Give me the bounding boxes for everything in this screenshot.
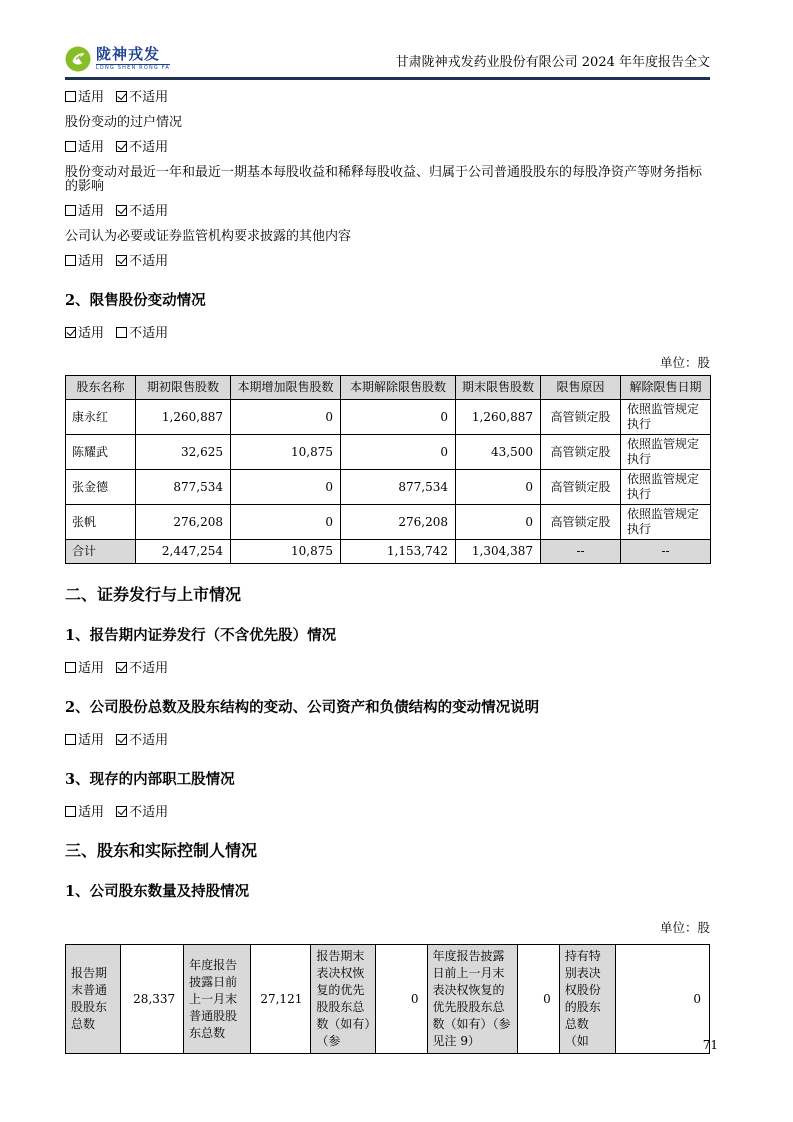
checkbox-label: 适用 xyxy=(78,254,105,269)
applicability-line xyxy=(65,734,710,748)
table-cell: 高管锁定股 xyxy=(541,505,621,540)
table-cell: 0 xyxy=(231,400,341,435)
checkbox-label: 不适用 xyxy=(129,140,169,155)
table-cell: 0 xyxy=(517,945,559,1054)
page-number: 71 xyxy=(702,1038,718,1052)
checkbox-label: 不适用 xyxy=(129,733,169,748)
table-cell: 276,208 xyxy=(136,505,231,540)
page-header xyxy=(65,46,710,80)
table-cell: 1,260,887 xyxy=(456,400,541,435)
table-cell: 康永红 xyxy=(66,400,136,435)
table-row xyxy=(66,400,711,435)
heading-securities-issuance: 1、报告期内证券发行（不含优先股）情况 xyxy=(65,627,337,644)
applicability-line xyxy=(65,255,710,269)
applicability-line xyxy=(65,205,710,219)
table-cell: 高管锁定股 xyxy=(541,400,621,435)
table-cell: 依照监管规定执行 xyxy=(621,505,711,540)
table-cell: 27,121 xyxy=(251,945,311,1054)
checkbox-checked-icon xyxy=(65,327,76,338)
not-applicable-option xyxy=(116,805,168,820)
company-logo xyxy=(65,46,170,72)
applicable-option xyxy=(65,805,104,820)
table-cell: 依照监管规定执行 xyxy=(621,400,711,435)
table-cell: 0 xyxy=(376,945,427,1054)
table-cell: 877,534 xyxy=(136,470,231,505)
table-row xyxy=(66,945,710,1054)
restricted-shares-table xyxy=(65,375,711,564)
table-cell: 0 xyxy=(341,400,456,435)
table-cell: 高管锁定股 xyxy=(541,435,621,470)
applicable-option xyxy=(65,326,104,341)
table-cell: 合计 xyxy=(66,540,136,564)
checkbox-checked-icon xyxy=(116,141,127,152)
table-cell: 依照监管规定执行 xyxy=(621,470,711,505)
applicable-option xyxy=(65,90,104,105)
table-row xyxy=(66,505,711,540)
company-logo-icon xyxy=(65,46,91,72)
table-cell: 张金德 xyxy=(66,470,136,505)
checkbox-unchecked-icon xyxy=(65,806,76,817)
table-cell: 报告期末普通股股东总数 xyxy=(66,945,121,1054)
doc-title: 甘肃陇神戎发药业股份有限公司 2024 年年度报告全文 xyxy=(395,55,710,70)
checkbox-label: 适用 xyxy=(78,661,105,676)
checkbox-checked-icon xyxy=(116,91,127,102)
table-cell: 32,625 xyxy=(136,435,231,470)
heading-securities-issuance-listing: 二、证券发行与上市情况 xyxy=(65,585,242,604)
checkbox-label: 适用 xyxy=(78,140,105,155)
checkbox-checked-icon xyxy=(116,205,127,216)
table-cell: 报告期末表决权恢复的优先股股东总数（如有）（参 xyxy=(311,945,376,1054)
table-cell: 10,875 xyxy=(231,540,341,564)
checkbox-label: 不适用 xyxy=(129,254,169,269)
column-header: 本期解除限售股数 xyxy=(341,376,456,400)
table-cell: 0 xyxy=(341,435,456,470)
table-cell: 1,304,387 xyxy=(456,540,541,564)
table-cell: 276,208 xyxy=(341,505,456,540)
checkbox-label: 不适用 xyxy=(129,661,169,676)
table-cell: 1,153,742 xyxy=(341,540,456,564)
heading-internal-employee-shares: 3、现存的内部职工股情况 xyxy=(65,771,235,788)
table-cell: 年度报告披露日前上一月末表决权恢复的优先股股东总数（如有）（参见注 9） xyxy=(427,945,517,1054)
not-applicable-option xyxy=(116,326,168,341)
table-cell: 0 xyxy=(231,470,341,505)
table-row xyxy=(66,470,711,505)
checkbox-label: 适用 xyxy=(78,204,105,219)
heading-shareholder-count-holdings: 1、公司股东数量及持股情况 xyxy=(65,883,250,900)
checkbox-label: 适用 xyxy=(78,90,105,105)
not-applicable-option xyxy=(116,661,168,676)
brand-name: 陇神戎发 xyxy=(96,45,161,63)
checkbox-unchecked-icon xyxy=(116,327,127,338)
table-cell: -- xyxy=(541,540,621,564)
checkbox-label: 适用 xyxy=(78,805,105,820)
checkbox-unchecked-icon xyxy=(65,205,76,216)
table-cell: 张帆 xyxy=(66,505,136,540)
table-cell: 0 xyxy=(615,945,709,1054)
table-cell: 依照监管规定执行 xyxy=(621,435,711,470)
column-header: 限售原因 xyxy=(541,376,621,400)
table-cell: 年度报告披露日前上一月末普通股股东总数 xyxy=(184,945,251,1054)
table-cell: 高管锁定股 xyxy=(541,470,621,505)
checkbox-label: 不适用 xyxy=(129,90,169,105)
heading-shareholders-controllers: 三、股东和实际控制人情况 xyxy=(65,841,258,860)
applicability-line xyxy=(65,662,710,676)
applicability-line xyxy=(65,806,710,820)
not-applicable-option xyxy=(116,90,168,105)
applicability-line xyxy=(65,91,710,105)
checkbox-label: 不适用 xyxy=(129,204,169,219)
column-header: 期末限售股数 xyxy=(456,376,541,400)
applicability-line xyxy=(65,141,710,155)
unit-label: 单位：股 xyxy=(659,920,710,935)
applicable-option xyxy=(65,661,104,676)
applicable-option xyxy=(65,140,104,155)
checkbox-label: 不适用 xyxy=(129,805,169,820)
checkbox-unchecked-icon xyxy=(65,734,76,745)
checkbox-unchecked-icon xyxy=(65,141,76,152)
checkbox-label: 适用 xyxy=(78,326,105,341)
table-cell: 0 xyxy=(231,505,341,540)
checkbox-checked-icon xyxy=(116,806,127,817)
table-header-row xyxy=(66,376,711,400)
table-cell: -- xyxy=(621,540,711,564)
table-cell: 28,337 xyxy=(121,945,184,1054)
applicable-option xyxy=(65,254,104,269)
column-header: 期初限售股数 xyxy=(136,376,231,400)
column-header: 解除限售日期 xyxy=(621,376,711,400)
applicable-option xyxy=(65,733,104,748)
table-total-row xyxy=(66,540,711,564)
heading-share-structure-change: 2、公司股份总数及股东结构的变动、公司资产和负债结构的变动情况说明 xyxy=(65,699,540,716)
checkbox-unchecked-icon xyxy=(65,662,76,673)
checkbox-label: 不适用 xyxy=(129,326,169,341)
table-cell: 43,500 xyxy=(456,435,541,470)
eps-impact-line: 股份变动对最近一年和最近一期基本每股收益和稀释每股收益、归属于公司普通股股东的每股净资产等财务指标的影响 xyxy=(65,165,703,194)
not-applicable-option xyxy=(116,140,168,155)
table-cell: 持有特别表决权股份的股东总数（如 xyxy=(559,945,615,1054)
applicability-line xyxy=(65,327,710,341)
table-cell: 10,875 xyxy=(231,435,341,470)
table-cell: 0 xyxy=(456,505,541,540)
share-transfer-line: 股份变动的过户情况 xyxy=(65,115,183,130)
table-cell: 陈耀武 xyxy=(66,435,136,470)
checkbox-unchecked-icon xyxy=(65,255,76,266)
brand-subtitle: LONG SHEN RONG FA xyxy=(96,65,171,71)
brand-text xyxy=(96,47,170,71)
not-applicable-option xyxy=(116,254,168,269)
column-header: 本期增加限售股数 xyxy=(231,376,341,400)
checkbox-label: 适用 xyxy=(78,733,105,748)
table-row xyxy=(66,435,711,470)
unit-label: 单位：股 xyxy=(659,355,710,370)
table-cell: 0 xyxy=(456,470,541,505)
not-applicable-option xyxy=(116,204,168,219)
heading-restricted-shares: 2、限售股份变动情况 xyxy=(65,292,206,309)
other-disclosure-line: 公司认为必要或证券监管机构要求披露的其他内容 xyxy=(65,229,352,244)
checkbox-checked-icon xyxy=(116,734,127,745)
table-cell: 877,534 xyxy=(341,470,456,505)
applicable-option xyxy=(65,204,104,219)
checkbox-checked-icon xyxy=(116,662,127,673)
not-applicable-option xyxy=(116,733,168,748)
shareholder-count-table xyxy=(65,944,710,1054)
checkbox-checked-icon xyxy=(116,255,127,266)
table-cell: 2,447,254 xyxy=(136,540,231,564)
table-cell: 1,260,887 xyxy=(136,400,231,435)
checkbox-unchecked-icon xyxy=(65,91,76,102)
column-header: 股东名称 xyxy=(66,376,136,400)
